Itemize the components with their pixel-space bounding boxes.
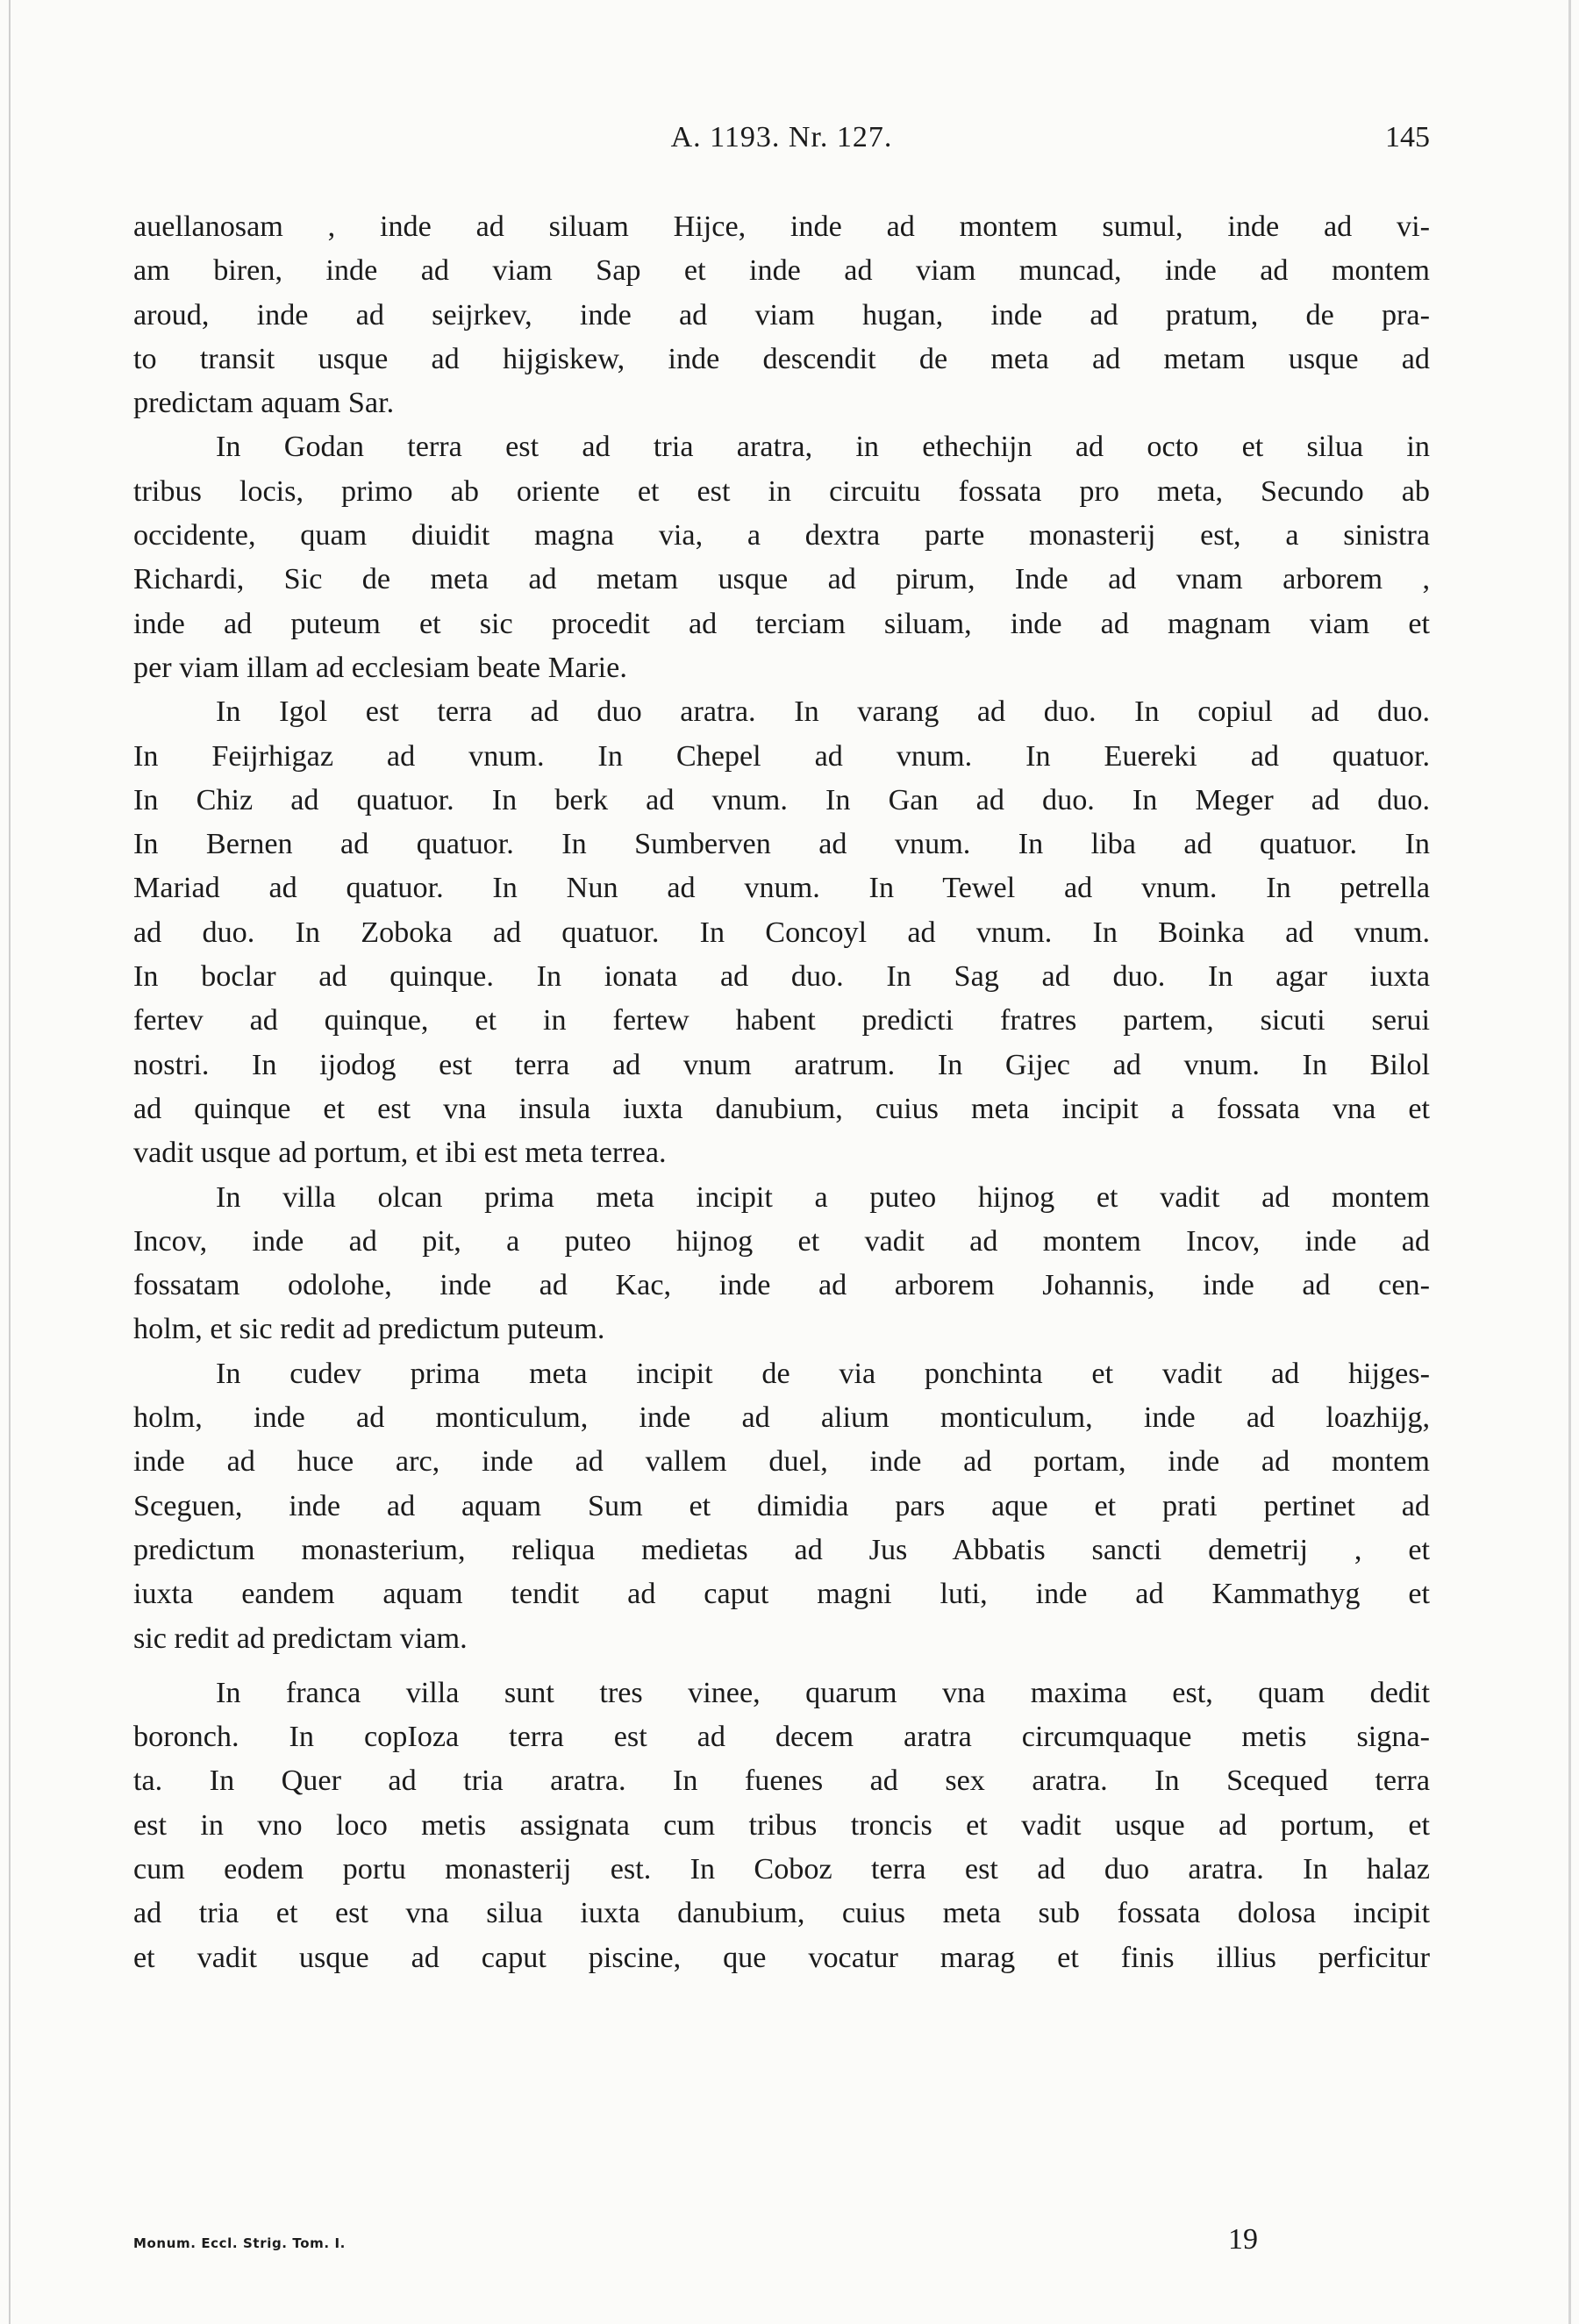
text-line: In Chiz ad quatuor. In berk ad vnum. In Gan ad duo. In Meger ad duo. [133,783,1430,816]
text-line: ad quinque et est vna insula iuxta danubium, cuius meta incipit a fossata vna et [133,1092,1430,1125]
text-line: iuxta eandem aquam tendit ad caput magni luti, inde ad Kammathyg et [133,1578,1430,1611]
text-line: am biren, inde ad viam Sap et inde ad viam muncad, inde ad montem [133,254,1430,288]
text-line: occidente, quam diuidit magna via, a dextra parte monasterij est, a sinistra [133,519,1430,552]
text-line: Richardi, Sic de meta ad metam usque ad pirum, Inde ad vnam arborem , [133,563,1430,596]
text-line: ta. In Quer ad tria aratra. In fuenes ad sex aratra. In Scequed terra [133,1764,1430,1798]
text-line: Sceguen, inde ad aquam Sum et dimidia pars aque et prati pertinet ad [133,1489,1430,1522]
text-line: vadit usque ad portum, et ibi est meta terrea. [133,1137,667,1170]
text-line: inde ad puteum et sic procedit ad terciam siluam, inde ad magnam viam et [133,607,1430,640]
page-left-edge [9,0,11,2324]
text-line: tribus locis, primo ab oriente et est in circuitu fossata pro meta, Secundo ab [133,474,1430,508]
text-line: predictam aquam Sar. [133,387,395,420]
page-footer [133,2223,1430,2267]
text-line: fossatam odolohe, inde ad Kac, inde ad arborem Johannis, inde ad cen- [133,1269,1430,1302]
text-line: inde ad huce arc, inde ad vallem duel, inde ad portam, inde ad montem [133,1445,1430,1479]
text-line: In Igol est terra ad duo aratra. In varang ad duo. In copiul ad duo. [216,695,1430,729]
text-line: In Godan terra est ad tria aratra, in ethechijn ad octo et silua in [216,431,1430,464]
text-line: holm, inde ad monticulum, inde ad alium monticulum, inde ad loazhijg, [133,1401,1430,1435]
text-line: In franca villa sunt tres vinee, quarum vna maxima est, quam dedit [216,1676,1430,1709]
page-number: 145 [1385,121,1430,153]
text-line: In Bernen ad quatuor. In Sumberven ad vnum. In liba ad quatuor. In [133,828,1430,861]
text-line: auellanosam , inde ad siluam Hijce, inde ad montem sumul, inde ad vi- [133,210,1430,243]
text-line: holm, et sic redit ad predictum puteum. [133,1313,605,1346]
text-line: ad tria et est vna silua iuxta danubium, cuius meta sub fossata dolosa incipit [133,1897,1430,1930]
printer-signature: Monum. Eccl. Strig. Tom. I. [133,2235,346,2251]
text-line: In boclar ad quinque. In ionata ad duo. In Sag ad duo. In agar iuxta [133,960,1430,994]
text-line: Mariad ad quatuor. In Nun ad vnum. In Tewel ad vnum. In petrella [133,872,1430,905]
page-right-edge [1568,0,1571,2324]
text-line: cum eodem portu monasterij est. In Coboz terra est ad duo aratra. In halaz [133,1852,1430,1886]
text-line: fertev ad quinque, et in fertew habent predicti fratres partem, sicuti serui [133,1004,1430,1037]
text-line: predictum monasterium, reliqua medietas ad Jus Abbatis sancti demetrij , et [133,1533,1430,1566]
text-line: est in vno loco metis assignata cum tribus troncis et vadit usque ad portum, et [133,1808,1430,1842]
running-title: A. 1193. Nr. 127. [670,121,893,153]
text-line: ad duo. In Zoboka ad quatuor. In Concoyl ad vnum. In Boinka ad vnum. [133,916,1430,949]
page-header [133,121,1430,174]
text-line: In Feijrhigaz ad vnum. In Chepel ad vnum. In Euereki ad quatuor. [133,739,1430,773]
text-line: per viam illam ad ecclesiam beate Marie. [133,651,627,684]
body-text [133,205,1430,1980]
text-line: sic redit ad predictam viam. [133,1622,468,1655]
text-line: et vadit usque ad caput piscine, que vocatur marag et finis illius perficitur [133,1941,1430,1974]
paragraph-gap [133,1661,1430,1672]
text-line: aroud, inde ad seijrkev, inde ad viam hugan, inde ad pratum, de pra- [133,298,1430,331]
text-line: nostri. In ijodog est terra ad vnum aratrum. In Gijec ad vnum. In Bilol [133,1048,1430,1081]
text-line: Incov, inde ad pit, a puteo hijnog et vadit ad montem Incov, inde ad [133,1224,1430,1258]
text-line: boronch. In copIoza terra est ad decem aratra circumquaque metis signa- [133,1721,1430,1754]
text-line: to transit usque ad hijgiskew, inde descendit de meta ad metam usque ad [133,342,1430,375]
text-line: In villa olcan prima meta incipit a puteo hijnog et vadit ad montem [216,1180,1430,1214]
sheet-number: 19 [1228,2223,1258,2256]
text-line: In cudev prima meta incipit de via ponchinta et vadit ad hijges- [216,1357,1430,1390]
